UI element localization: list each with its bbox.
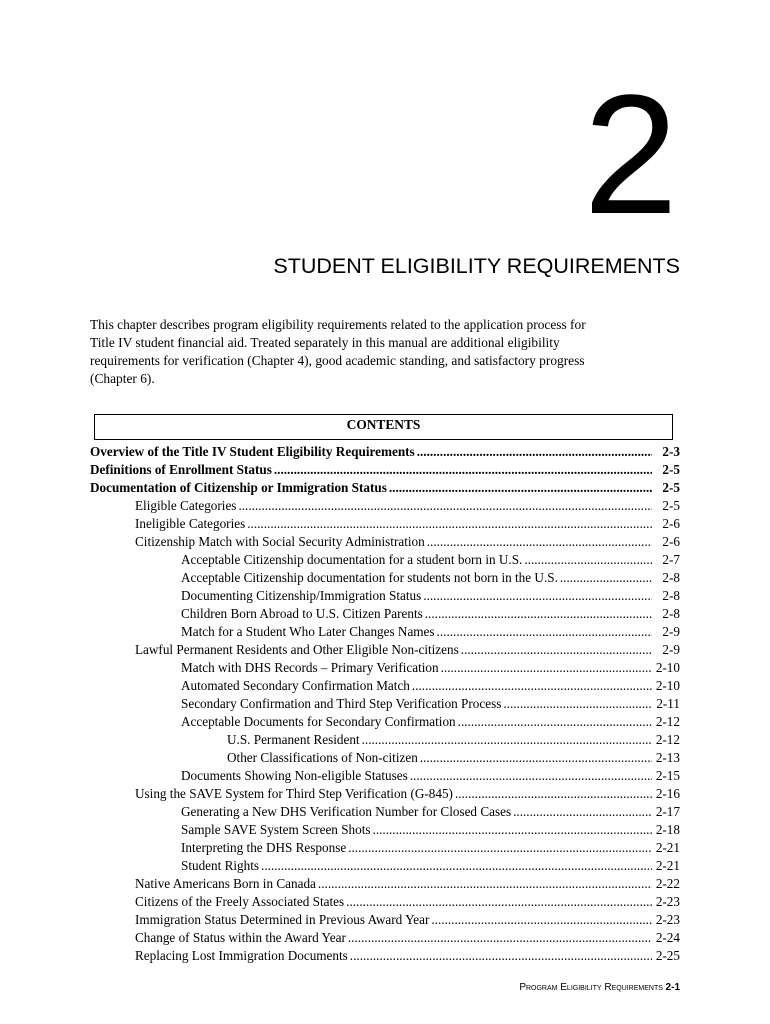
toc-entry: [90, 677, 680, 695]
toc-entry-page: 2-17: [655, 804, 680, 819]
toc-entry-page: 2-7: [662, 552, 680, 567]
toc-entry-title: Automated Secondary Confirmation Match: [181, 678, 410, 693]
toc-entry-page: 2-6: [662, 534, 680, 549]
toc-leader-dots: [431, 911, 652, 929]
toc-entry-title: Citizenship Match with Social Security Administration: [135, 534, 425, 549]
toc-entry-page: 2-8: [662, 606, 680, 621]
toc-entry-title: Sample SAVE System Screen Shots: [181, 822, 371, 837]
toc-entry-page: 2-6: [662, 516, 680, 531]
toc-entry: [90, 641, 680, 659]
toc-leader-dots: [420, 749, 652, 767]
toc-leader-dots: [261, 857, 652, 875]
toc-entry: [90, 713, 680, 731]
toc-entry-title: Secondary Confirmation and Third Step Verification Process: [181, 696, 502, 711]
toc-entry-title: Documentation of Citizenship or Immigration Status: [90, 480, 387, 495]
toc-leader-dots: [560, 569, 652, 587]
toc-entry-page: 2-12: [655, 714, 680, 729]
toc-entry: [90, 911, 680, 929]
toc-entry: [90, 893, 680, 911]
contents-heading-box: [94, 414, 673, 440]
intro-line: This chapter describes program eligibility requirements related to the application process for: [90, 317, 586, 332]
toc-entry-title: Native Americans Born in Canada: [135, 876, 316, 891]
toc-leader-dots: [513, 803, 652, 821]
toc-entry-page: 2-5: [662, 462, 680, 477]
toc-entry-page: 2-15: [655, 768, 680, 783]
toc-leader-dots: [458, 713, 652, 731]
toc-entry: [90, 803, 680, 821]
toc-leader-dots: [441, 659, 652, 677]
toc-entry: [90, 605, 680, 623]
toc-entry-title: Overview of the Title IV Student Eligibility Requirements: [90, 444, 415, 459]
intro-paragraph: [90, 316, 670, 388]
toc-leader-dots: [274, 461, 652, 479]
toc-entry-title: Match for a Student Who Later Changes Names: [181, 624, 435, 639]
toc-leader-dots: [524, 551, 652, 569]
toc-entry-page: 2-25: [655, 948, 680, 963]
toc-entry: [90, 749, 680, 767]
toc-entry-page: 2-12: [655, 732, 680, 747]
toc-entry: [90, 767, 680, 785]
toc-leader-dots: [247, 515, 652, 533]
toc-leader-dots: [423, 587, 652, 605]
toc-leader-dots: [410, 767, 652, 785]
footer-label: Program Eligibility Requirements: [519, 982, 663, 993]
intro-line: (Chapter 6).: [90, 371, 155, 386]
toc-leader-dots: [348, 839, 652, 857]
toc-leader-dots: [412, 677, 652, 695]
toc-entry-title: Replacing Lost Immigration Documents: [135, 948, 348, 963]
intro-line: Title IV student financial aid. Treated separately in this manual are additional eligibility: [90, 335, 560, 350]
toc-entry: [90, 569, 680, 587]
toc-entry-title: Using the SAVE System for Third Step Verification (G-845): [135, 786, 453, 801]
toc-entry-page: 2-5: [662, 498, 680, 513]
toc-entry: [90, 785, 680, 803]
toc-entry: [90, 839, 680, 857]
footer-page-number: 2-1: [665, 982, 680, 993]
toc-entry: [90, 695, 680, 713]
toc-entry-page: 2-9: [662, 642, 680, 657]
toc-entry-page: 2-13: [655, 750, 680, 765]
toc-entry-title: Interpreting the DHS Response: [181, 840, 347, 855]
page-footer: [519, 982, 680, 993]
toc-entry-page: 2-11: [656, 696, 680, 711]
toc-entry-page: 2-10: [655, 660, 680, 675]
toc-entry: [90, 461, 680, 479]
toc-entry-title: Acceptable Citizenship documentation for students not born in the U.S.: [181, 570, 558, 585]
toc-entry-title: Children Born Abroad to U.S. Citizen Parents: [181, 606, 423, 621]
toc-entry-page: 2-3: [662, 444, 680, 459]
toc-entry-title: Generating a New DHS Verification Number for Closed Cases: [181, 804, 512, 819]
toc-entry-title: Other Classifications of Non-citizen: [227, 750, 418, 765]
toc-leader-dots: [348, 929, 652, 947]
toc-leader-dots: [350, 947, 652, 965]
toc-entry: [90, 533, 680, 551]
toc-leader-dots: [437, 623, 652, 641]
toc-entry: [90, 587, 680, 605]
toc-entry: [90, 659, 680, 677]
toc-leader-dots: [346, 893, 652, 911]
toc-entry: [90, 947, 680, 965]
toc-entry-title: Change of Status within the Award Year: [135, 930, 346, 945]
toc-leader-dots: [425, 605, 652, 623]
toc-entry-page: 2-8: [662, 570, 680, 585]
toc-entry-page: 2-22: [655, 876, 680, 891]
toc-entry: [90, 443, 680, 461]
toc-entry-title: Ineligible Categories: [135, 516, 246, 531]
toc-entry-page: 2-16: [655, 786, 680, 801]
toc-leader-dots: [362, 731, 652, 749]
toc-entry-page: 2-24: [655, 930, 680, 945]
toc-entry-title: Citizens of the Freely Associated States: [135, 894, 345, 909]
toc-entry-title: Student Rights: [181, 858, 260, 873]
toc-entry-page: 2-5: [662, 480, 680, 495]
contents-heading: CONTENTS: [346, 417, 421, 432]
toc-entry: [90, 479, 680, 497]
toc-entry-page: 2-21: [655, 840, 680, 855]
toc-leader-dots: [389, 479, 652, 497]
toc-entry-page: 2-9: [662, 624, 680, 639]
toc-leader-dots: [238, 497, 652, 515]
toc-entry-title: Lawful Permanent Residents and Other Eligible Non-citizens: [135, 642, 459, 657]
table-of-contents: [90, 443, 680, 965]
toc-entry: [90, 551, 680, 569]
toc-leader-dots: [427, 533, 652, 551]
toc-entry-title: Documenting Citizenship/Immigration Status: [181, 588, 422, 603]
chapter-number: 2: [583, 60, 678, 250]
toc-leader-dots: [503, 695, 652, 713]
toc-leader-dots: [417, 443, 652, 461]
toc-entry: [90, 623, 680, 641]
toc-entry-page: 2-23: [655, 894, 680, 909]
toc-entry-title: Definitions of Enrollment Status: [90, 462, 272, 477]
toc-entry: [90, 515, 680, 533]
toc-entry-title: Immigration Status Determined in Previous Award Year: [135, 912, 430, 927]
toc-leader-dots: [373, 821, 652, 839]
toc-entry-page: 2-23: [655, 912, 680, 927]
toc-entry-title: Eligible Categories: [135, 498, 237, 513]
toc-entry-page: 2-10: [655, 678, 680, 693]
toc-entry-title: Match with DHS Records – Primary Verification: [181, 660, 439, 675]
toc-entry-title: Acceptable Documents for Secondary Confirmation: [181, 714, 456, 729]
toc-entry-title: U.S. Permanent Resident: [227, 732, 360, 747]
toc-entry-page: 2-18: [655, 822, 680, 837]
intro-line: requirements for verification (Chapter 4), good academic standing, and satisfactory progress: [90, 353, 585, 368]
toc-entry-title: Documents Showing Non-eligible Statuses: [181, 768, 408, 783]
toc-entry: [90, 497, 680, 515]
toc-entry: [90, 929, 680, 947]
toc-entry: [90, 731, 680, 749]
toc-entry-page: 2-21: [655, 858, 680, 873]
chapter-title: STUDENT ELIGIBILITY REQUIREMENTS: [273, 254, 680, 278]
toc-entry: [90, 857, 680, 875]
toc-entry: [90, 821, 680, 839]
toc-leader-dots: [318, 875, 652, 893]
toc-leader-dots: [455, 785, 652, 803]
toc-leader-dots: [461, 641, 652, 659]
toc-entry-title: Acceptable Citizenship documentation for a student born in U.S.: [181, 552, 523, 567]
toc-entry: [90, 875, 680, 893]
toc-entry-page: 2-8: [662, 588, 680, 603]
